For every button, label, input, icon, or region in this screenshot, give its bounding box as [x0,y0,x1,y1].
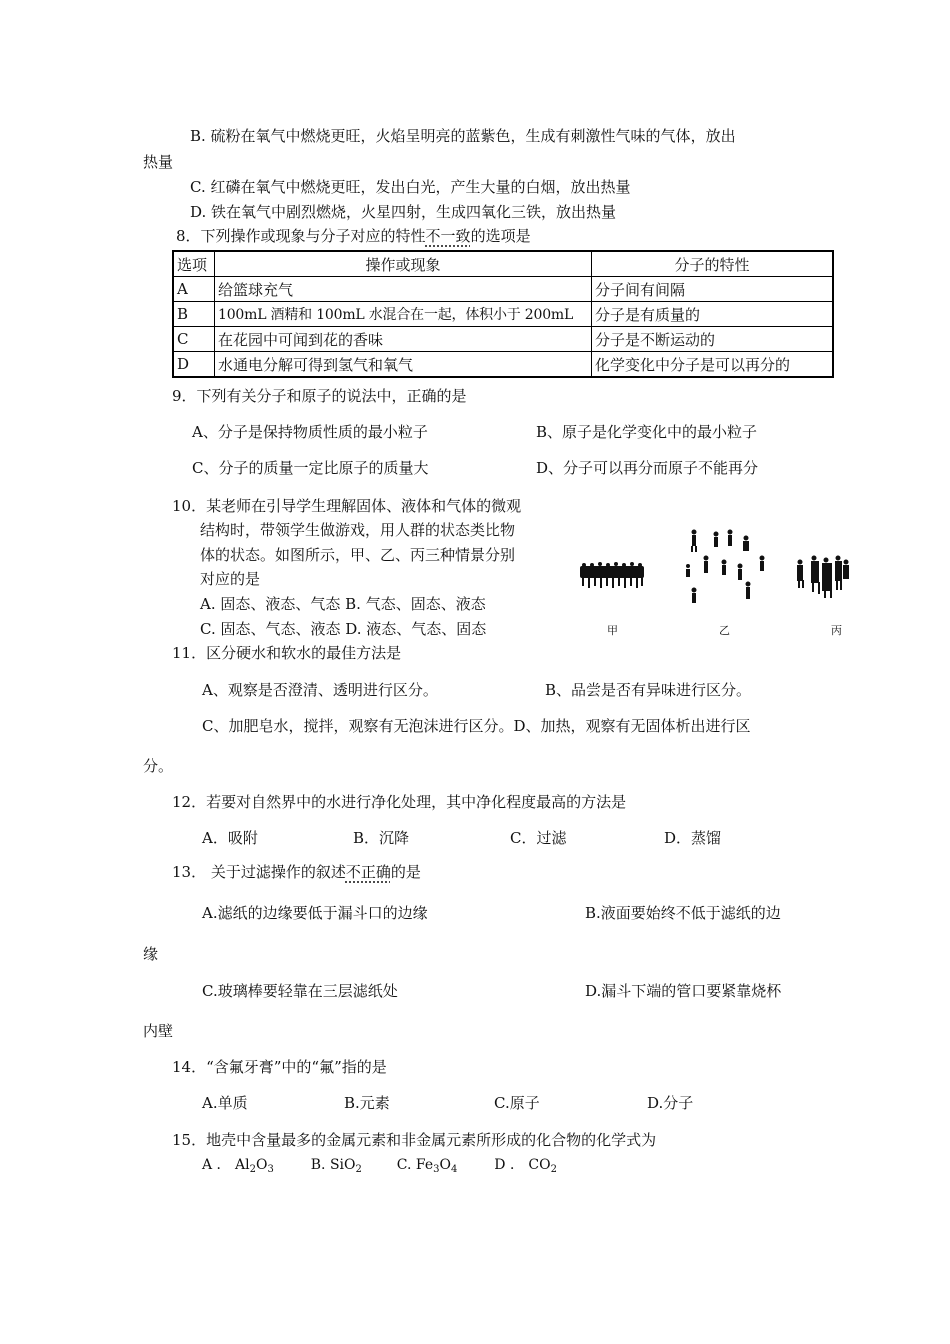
q13-option-c: C.玻璃棒要轻靠在三层滤纸处 [202,982,398,1000]
q8-table [172,250,834,378]
q8-stem-pre: 8．下列操作或现象与分子对应的特性 [176,227,426,245]
q15-stem: 15．地壳中含量最多的金属元素和非金属元素所形成的化合物的化学式为 [172,1131,657,1149]
figure-caption-bing: 丙 [831,624,842,637]
q13-stem-post: 的是 [390,863,421,881]
q8-row-option: D [173,352,215,378]
q13-stem-pre: 13． 关于过滤操作的叙述 [172,863,346,881]
figure-caption-jia: 甲 [607,624,618,637]
q7-option-b-line2: 热量 [143,153,174,171]
q8-table-header [173,251,833,277]
q15-option-c: C. $Fe_3O_4$ [396,1157,458,1175]
q8-row-property: 分子是不断运动的 [592,327,834,352]
q12-option-a: A．吸附 [202,829,258,847]
q8-row-option: B [173,302,215,327]
q12-stem: 12．若要对自然界中的水进行净化处理，其中净化程度最高的方法是 [172,793,627,811]
q8-row-operation: 在花园中可闻到花的香味 [215,327,592,352]
q8-row-operation: 水通电分解可得到氢气和氧气 [215,352,592,378]
q12-option-b: B．沉降 [353,829,410,847]
q8-row-option: A [173,277,215,302]
q13-option-b: B.液面要始终不低于滤纸的边 [585,904,781,922]
q13-stem [172,862,421,882]
q8-stem-emphasis: 不一致 [425,227,471,245]
q8-stem [176,226,531,246]
q12-option-c: C．过滤 [510,829,567,847]
q7-option-b-line1: B. 硫粉在氧气中燃烧更旺，火焰呈明亮的蓝紫色，生成有刺激性气味的气体，放出 [190,127,736,145]
q14-option-b: B.元素 [344,1094,390,1112]
q10-stem-line2: 结构时，带领学生做游戏，用人群的状态类比物 [200,521,516,539]
q14-option-c: C.原子 [494,1094,540,1112]
q8-header-option: 选项 [173,251,215,277]
q9-option-b: B、原子是化学变化中的最小粒子 [536,423,758,441]
q14-option-d: D.分子 [647,1094,694,1112]
q10-stem-line1: 10．某老师在引导学生理解固体、液体和气体的微观 [172,497,522,515]
table-row [173,302,833,327]
q7-option-d: D. 铁在氧气中剧烈燃烧，火星四射，生成四氧化三铁，放出热量 [190,203,617,221]
q8-row-property: 分子间有间隔 [592,277,834,302]
q9-option-a: A、分子是保持物质性质的最小粒子 [192,423,428,441]
q11-stem: 11．区分硬水和软水的最佳方法是 [172,644,402,662]
q13-stem-emphasis: 不正确 [345,863,391,881]
q15-options [202,1155,557,1180]
figure-caption-yi: 乙 [719,624,730,637]
q8-row-property: 分子是有质量的 [592,302,834,327]
table-row [173,277,833,302]
q10-stem-line3: 体的状态。如图所示，甲、乙、丙三种情景分别 [200,546,516,564]
q8-row-property: 化学变化中分子是可以再分的 [592,352,834,378]
q8-stem-post: 的选项是 [470,227,531,245]
q8-row-option: C [173,327,215,352]
crowd-solid-illustration [578,562,648,592]
q11-option-cd: C、加肥皂水，搅拌，观察有无泡沫进行区分。D、加热，观察有无固体析出进行区 [202,717,751,735]
crowd-liquid-illustration [792,552,852,602]
q10-options-ab: A. 固态、液态、气态 B. 气态、固态、液态 [200,595,486,613]
q14-stem: 14．“含氟牙膏”中的“氟”指的是 [172,1058,387,1076]
q8-header-property: 分子的特性 [592,251,834,277]
crowd-gas-illustration [680,528,770,608]
q14-option-a: A.单质 [202,1094,248,1112]
q13-option-b-wrap: 缘 [143,945,159,963]
q8-row-operation: 给篮球充气 [215,277,592,302]
q8-header-operation: 操作或现象 [215,251,592,277]
q13-option-d: D.漏斗下端的管口要紧靠烧杯 [585,982,782,1000]
q15-option-d: D ． $CO_2$ [494,1157,557,1175]
q9-option-c: C、分子的质量一定比原子的质量大 [192,459,429,477]
q8-row-operation: 100mL 酒精和 100mL 水混合在一起，体积小于 200mL [215,302,592,327]
q9-option-d: D、分子可以再分而原子不能再分 [536,459,759,477]
q11-option-b: B、品尝是否有异味进行区分。 [545,681,752,699]
q13-option-a: A.滤纸的边缘要低于漏斗口的边缘 [202,904,428,922]
q10-options-cd: C. 固态、气态、液态 D. 液态、气态、固态 [200,620,487,638]
q13-option-d-wrap: 内壁 [143,1022,174,1040]
table-row [173,352,833,378]
q11-option-cd-wrap: 分。 [143,757,174,775]
q11-option-a: A、观察是否澄清、透明进行区分。 [202,681,438,699]
q15-option-a: A ． $Al_2O_3$ [202,1157,274,1175]
q15-option-b: B. SiO$_2$ [310,1157,362,1175]
q9-stem: 9．下列有关分子和原子的说法中，正确的是 [172,387,467,405]
q7-option-c: C. 红磷在氧气中燃烧更旺，发出白光，产生大量的白烟，放出热量 [190,178,631,196]
q12-option-d: D．蒸馏 [664,829,722,847]
table-row [173,327,833,352]
q10-stem-line4: 对应的是 [200,570,261,588]
